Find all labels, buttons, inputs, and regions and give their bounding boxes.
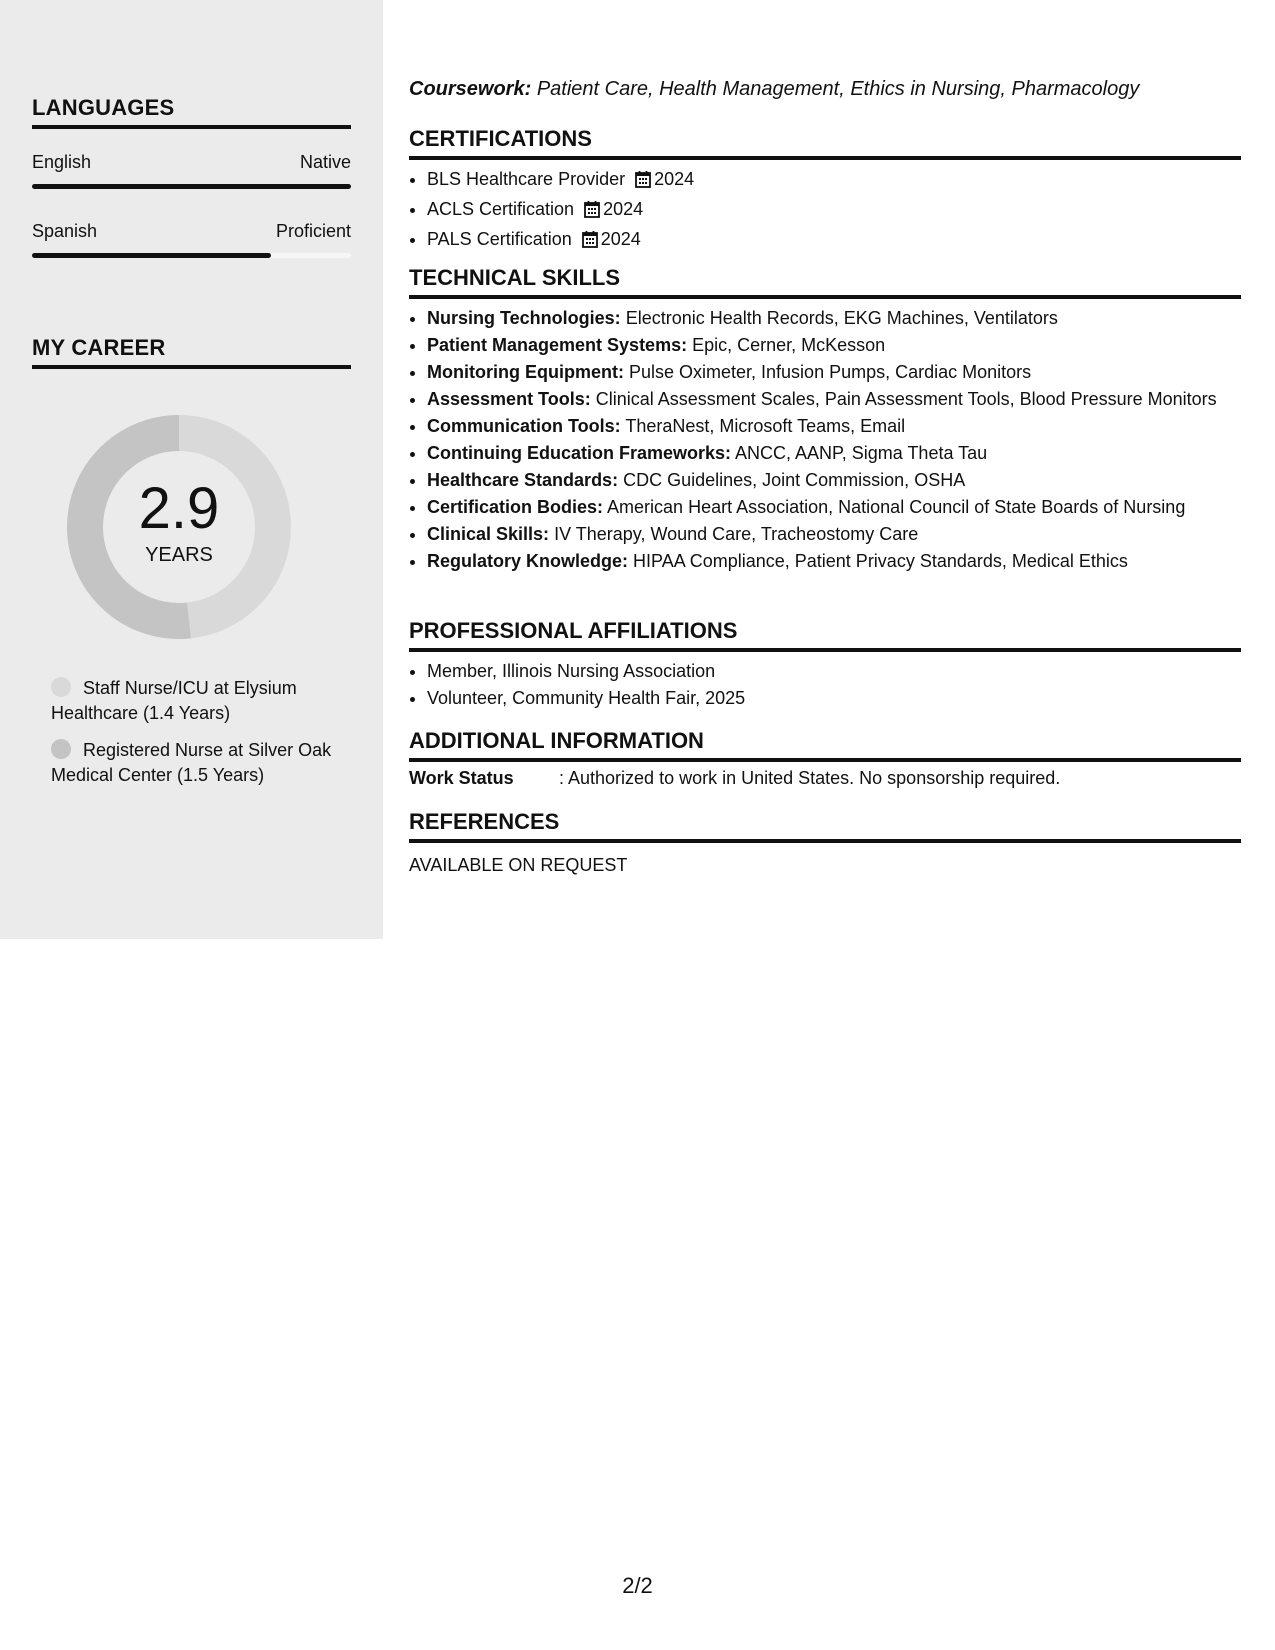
- career-donut-chart: [66, 414, 292, 640]
- language-name: Spanish: [32, 221, 98, 241]
- work-status-text: : Authorized to work in United States. No sponsorship required.: [559, 768, 1061, 788]
- skill-text: Pulse Oximeter, Infusion Pumps, Cardiac Monitors: [628, 362, 1032, 382]
- career-legend-item: [51, 676, 341, 726]
- skill-label: Assessment Tools:: [427, 389, 591, 409]
- donut-center: [66, 414, 292, 640]
- legend-label: Registered Nurse at Silver Oak Medical Center (1.5 Years): [51, 740, 332, 785]
- career-total-unit: YEARS: [145, 543, 213, 566]
- skill-item: [427, 414, 1259, 438]
- skill-label: Patient Management Systems:: [427, 335, 688, 355]
- language-level: Native: [299, 152, 351, 172]
- skill-text: CDC Guidelines, Joint Commission, OSHA: [623, 470, 966, 490]
- certification-name: BLS Healthcare Provider: [427, 169, 626, 189]
- skill-label: Continuing Education Frameworks:: [427, 443, 732, 463]
- skill-text: HIPAA Compliance, Patient Privacy Standards, Medical Ethics: [633, 551, 1128, 571]
- skill-item: [427, 360, 1259, 384]
- skill-label: Healthcare Standards:: [427, 470, 619, 490]
- skill-label: Monitoring Equipment:: [427, 362, 624, 382]
- career-heading: MY CAREER: [32, 335, 351, 369]
- affiliation-item: • Member, Illinois Nursing Association: [427, 659, 1259, 683]
- career-total-value: 2.9: [138, 475, 220, 541]
- coursework-line: [409, 78, 1139, 101]
- technical-skills-list: [409, 306, 1259, 576]
- skill-item: [427, 333, 1259, 357]
- skill-item: [427, 468, 1259, 492]
- certification-year: 2024: [654, 169, 695, 189]
- skill-item: [427, 522, 1259, 546]
- skill-label: Clinical Skills:: [427, 524, 550, 544]
- calendar-icon: [584, 200, 600, 224]
- certification-item: [427, 167, 1259, 194]
- affiliations-list: [409, 659, 1259, 713]
- certification-name: PALS Certification: [427, 229, 572, 249]
- references-text: AVAILABLE ON REQUEST: [409, 855, 628, 875]
- technical-skills-heading: TECHNICAL SKILLS: [409, 265, 1241, 299]
- skill-text: ANCC, AANP, Sigma Theta Tau: [735, 443, 988, 463]
- language-row-english: [32, 152, 351, 173]
- skill-label: Regulatory Knowledge:: [427, 551, 629, 571]
- certification-name: ACLS Certification: [427, 199, 575, 219]
- sidebar: [0, 0, 383, 939]
- legend-dot: [51, 739, 71, 759]
- skill-text: Electronic Health Records, EKG Machines, Ventilators: [625, 308, 1058, 328]
- coursework-label: Coursework:: [409, 78, 532, 100]
- affiliations-heading: PROFESSIONAL AFFILIATIONS: [409, 618, 1241, 652]
- legend-dot: [51, 677, 71, 697]
- skill-text: American Heart Association, National Council of State Boards of Nursing: [607, 497, 1186, 517]
- page-number: 2/2: [622, 1573, 653, 1598]
- language-bar-spanish: [32, 253, 351, 258]
- language-bar-fill: [32, 253, 271, 258]
- skill-item: [427, 495, 1259, 519]
- language-row-spanish: [32, 221, 351, 242]
- affiliation-item: • Volunteer, Community Health Fair, 2025: [427, 686, 1259, 710]
- languages-heading: LANGUAGES: [32, 95, 351, 129]
- work-status-label: Work Status: [409, 768, 514, 788]
- calendar-icon: [635, 170, 651, 194]
- language-bar-english: [32, 184, 351, 189]
- career-legend-item: [51, 738, 341, 788]
- skill-text: TheraNest, Microsoft Teams, Email: [625, 416, 906, 436]
- skill-item: [427, 441, 1259, 465]
- work-status-row: [409, 768, 1060, 789]
- skill-text: Epic, Cerner, McKesson: [692, 335, 886, 355]
- certification-item: [427, 197, 1259, 224]
- language-name: English: [32, 152, 92, 172]
- certifications-list: [409, 167, 1259, 257]
- coursework-text: Patient Care, Health Management, Ethics in Nursing, Pharmacology: [536, 78, 1140, 100]
- skill-text: IV Therapy, Wound Care, Tracheostomy Care: [554, 524, 919, 544]
- skill-label: Certification Bodies:: [427, 497, 604, 517]
- legend-label: Staff Nurse/ICU at Elysium Healthcare (1.4 Years): [51, 678, 297, 723]
- certifications-heading: CERTIFICATIONS: [409, 126, 1241, 160]
- skill-text: Clinical Assessment Scales, Pain Assessment Tools, Blood Pressure Monitors: [595, 389, 1217, 409]
- skill-item: [427, 306, 1259, 330]
- skill-item: [427, 387, 1259, 411]
- skill-label: Communication Tools:: [427, 416, 621, 436]
- skill-label: Nursing Technologies:: [427, 308, 621, 328]
- calendar-icon: [582, 230, 598, 254]
- certification-item: [427, 227, 1259, 254]
- skill-item: [427, 549, 1259, 573]
- additional-info-heading: ADDITIONAL INFORMATION: [409, 728, 1241, 762]
- language-bar-fill: [32, 184, 351, 189]
- language-level: Proficient: [275, 221, 351, 241]
- certification-year: 2024: [600, 229, 641, 249]
- references-heading: REFERENCES: [409, 809, 1241, 843]
- certification-year: 2024: [603, 199, 644, 219]
